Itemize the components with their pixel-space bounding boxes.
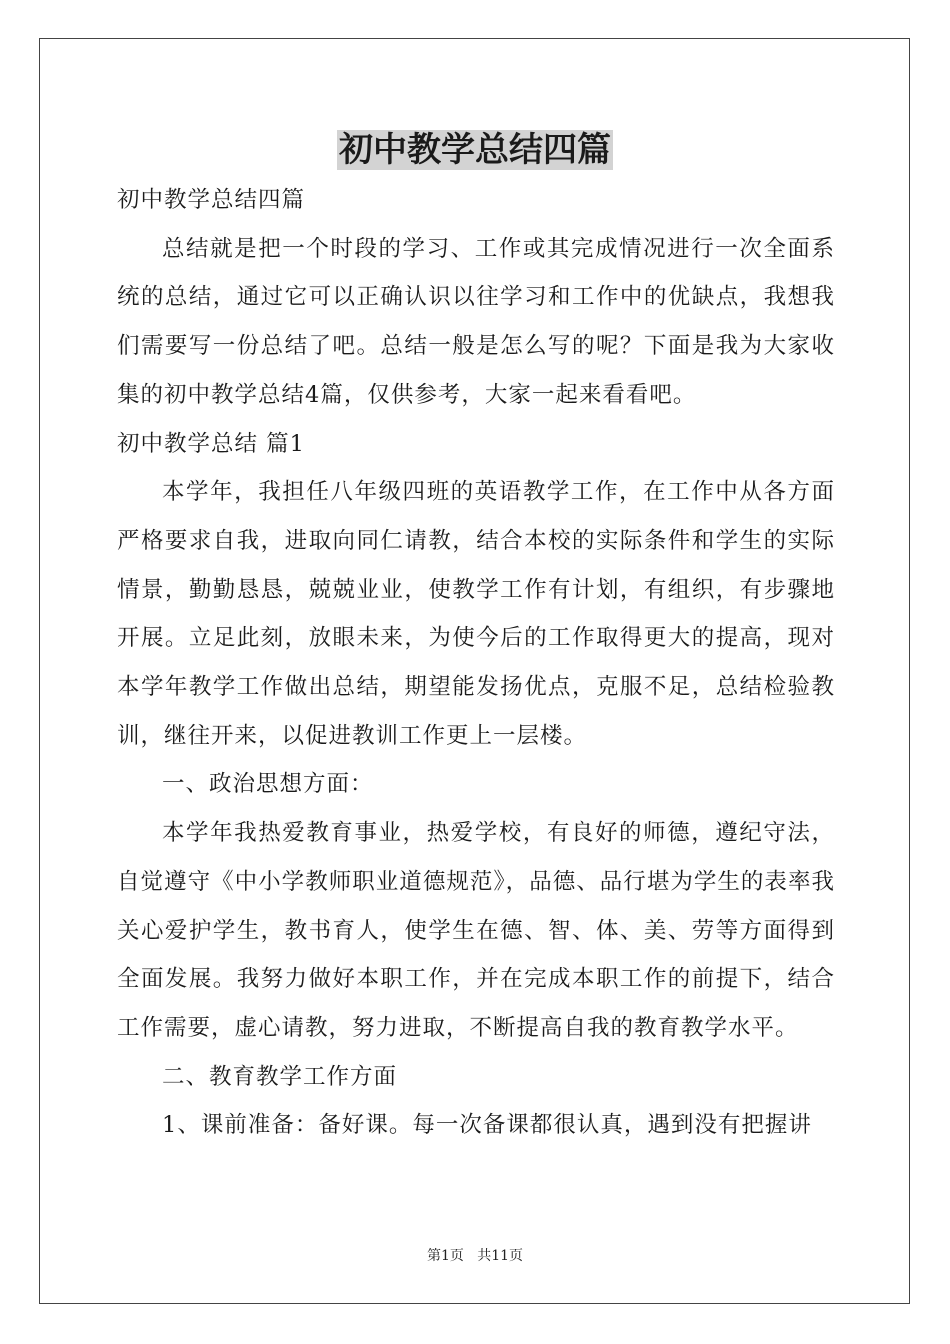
section-heading-part1: 初中教学总结 篇1 — [117, 430, 305, 457]
page-number-label: 第1页 共11页 — [426, 1248, 524, 1264]
subheading-teaching: 二、教育教学工作方面 — [162, 1063, 398, 1090]
document-title — [0, 125, 950, 175]
subheading-political: 一、政治思想方面： — [162, 771, 374, 798]
paragraph-lesson-prep: 1、课前准备：备好课。每一次备课都很认真，遇到没有把握讲 — [162, 1112, 812, 1139]
paragraph-part1-intro: 本学年，我担任八年级四班的英语教学工作，在工作中从各方面严格要求自我，进取向同仁请教，结合本校的实际条件和学生的实际情景，勤勤恳恳，兢兢业业，使教学工作有计划，有组织，有步骤地开展。立足此刻，放眼未来，为使今后的工作取得更大的提高，现对本学年教学工作做出总结，期望能发扬优点，克服不足，总结检验教训，继往开来，以促进教训工作更上一层楼。 — [117, 479, 835, 749]
page-footer — [0, 1245, 950, 1265]
paragraph-intro: 总结就是把一个时段的学习、工作或其完成情况进行一次全面系统的总结，通过它可以正确认识以往学习和工作中的优缺点，我想我们需要写一份总结了吧。总结一般是怎么写的呢？下面是我为大家收集的初中教学总结4篇，仅供参考，大家一起来看看吧。 — [117, 235, 835, 408]
paragraph-subtitle: 初中教学总结四篇 — [117, 187, 306, 213]
document-body — [117, 176, 835, 1150]
paragraph-political: 本学年我热爱教育事业，热爱学校，有良好的师德，遵纪守法，自觉遵守《中小学教师职业道德规范》，品德、品行堪为学生的表率我关心爱护学生，教书育人，使学生在德、智、体、美、劳等方面得到全面发展。我努力做好本职工作，并在完成本职工作的前提下，结合工作需要，虚心请教，努力进取，不断提高自我的教育教学水平。 — [117, 820, 835, 1041]
document-title-text: 初中教学总结四篇 — [339, 130, 611, 170]
